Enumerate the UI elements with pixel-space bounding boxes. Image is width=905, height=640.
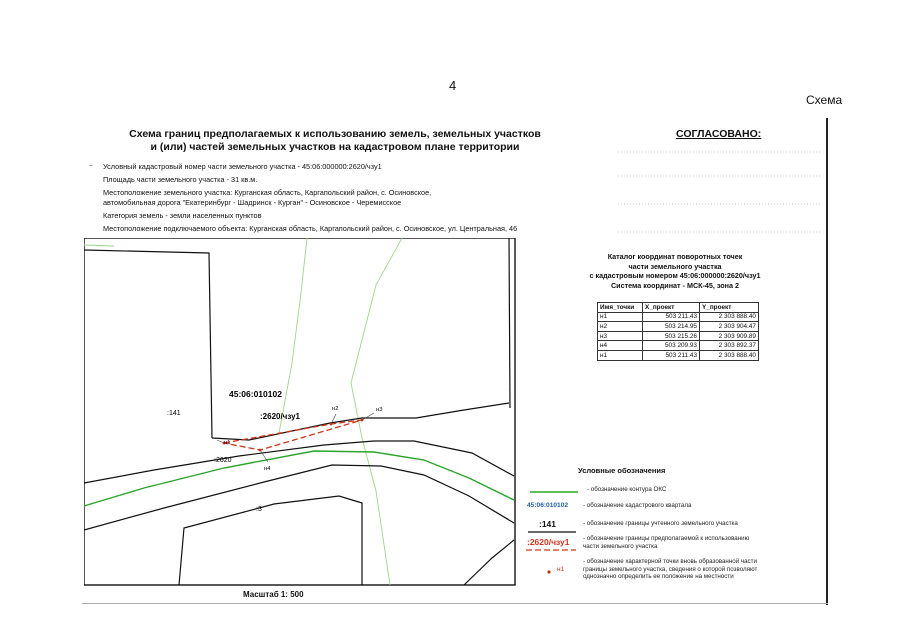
location-line-1: Местоположение земельного участка: Курганская область, Каргапольский район, с. Осиновское,	[103, 188, 432, 197]
approval-lines	[612, 148, 826, 238]
bullet-mark: –	[89, 162, 93, 169]
plot-label: :2620/чзу1	[260, 412, 301, 421]
point-n3-marker	[361, 419, 364, 422]
point-n3-label: н3	[376, 407, 383, 413]
point-name-cell: н1	[598, 312, 643, 322]
parcel-3-label: :3	[256, 506, 262, 513]
scheme-title-line2: и (или) частей земельных участков на кадастровом плане территории	[150, 141, 520, 153]
coordinates-table	[597, 302, 759, 361]
category-line: Категория земель - земли населенных пунктов	[103, 211, 262, 220]
y-cell: 2 303 892.37	[700, 341, 759, 351]
document-label: Схема	[806, 93, 843, 107]
table-row	[598, 322, 759, 332]
table-row	[598, 331, 759, 341]
y-cell: 2 303 909.89	[700, 331, 759, 341]
sheet-border	[826, 118, 828, 605]
cadastral-map	[84, 238, 516, 586]
point-name-cell: н2	[598, 322, 643, 332]
legend-quarter-sample: 45:06:010102	[527, 502, 569, 509]
catalog-title-2: части земельного участка	[628, 261, 722, 271]
legend-point-marker	[545, 568, 553, 576]
cadastral-number-line: Условный кадастровый номер части земельного участка - 45:06:000000:2620/чзу1	[103, 162, 382, 171]
legend-parcel-text: - обозначение границы учтенного земельного участка	[583, 520, 738, 527]
parcel-2620-label: :2620	[214, 457, 232, 464]
legend-oks-text: - обозначение контура ОКС	[587, 486, 667, 493]
y-cell: 2 303 888.40	[700, 312, 759, 322]
scheme-title-line1: Схема границ предполагаемых к использованию земель, земельных участков	[129, 128, 541, 140]
point-name-cell: н1	[598, 350, 643, 360]
table-row	[598, 350, 759, 360]
column-header: X_проект	[643, 303, 700, 313]
sheet-border-bottom	[82, 603, 828, 604]
legend-quarter-text: - обозначение кадастрового квартала	[583, 502, 692, 509]
point-n2-marker	[330, 423, 333, 426]
legend-part-text	[583, 535, 749, 550]
legend-point-text-1: - обозначение характерной точки вновь образованной части	[583, 558, 757, 565]
catalog-title-3: с кадастровым номером 45:06:000000:2620/чзу1	[589, 271, 761, 280]
legend-title: Условные обозначения	[578, 466, 666, 475]
table-header-row	[598, 303, 759, 313]
table-row	[598, 341, 759, 351]
point-n4-label: н4	[264, 466, 271, 472]
point-n2-label: н2	[332, 406, 339, 412]
scheme-title	[95, 128, 575, 154]
column-header: Y_проект	[700, 303, 759, 313]
legend-point-sample: н1	[557, 566, 565, 573]
area-line: Площадь части земельного участка - 31 кв.м.	[103, 175, 258, 184]
approval-label: СОГЛАСОВАНО:	[676, 128, 762, 140]
x-cell: 503 214.95	[643, 322, 700, 332]
location-line-2: автомобильная дорога "Екатеринбург - Шадринск - Курган" - Осиновское - Черемисское	[103, 198, 402, 207]
point-name-cell: н3	[598, 331, 643, 341]
x-cell: 503 215.26	[643, 331, 700, 341]
legend-part-sample: :2620/чзу1	[527, 537, 570, 547]
scale-label: Масштаб 1: 500	[243, 590, 304, 599]
quarter-number: 45:06:010102	[229, 389, 282, 399]
point-n1-label: н1	[224, 440, 231, 446]
legend-point-text	[583, 558, 757, 581]
legend-part-line	[526, 548, 578, 552]
catalog-title-4: Система координат - МСК-45, зона 2	[610, 280, 740, 290]
x-cell: 503 211.43	[643, 312, 700, 322]
legend-parcel-line	[528, 530, 578, 534]
catalog-title-1: Каталог координат поворотных точек	[607, 252, 743, 261]
legend-part-text-1: - обозначение границы предполагаемой к использованию	[583, 535, 750, 542]
object-location-line: Местоположение подключаемого объекта: Курганская область, Каргапольский район, с. Осиновское, ул. Центральная, 46	[103, 224, 518, 233]
catalog-title	[560, 252, 790, 290]
legend-point-text-2: границы земельного участка, сведения о которой позволяют	[583, 565, 758, 573]
point-name-cell: н4	[598, 341, 643, 351]
page-number: 4	[449, 78, 457, 93]
point-n4-marker	[259, 449, 262, 452]
y-cell: 2 303 904.47	[700, 322, 759, 332]
y-cell: 2 303 888.40	[700, 350, 759, 360]
legend-point-text-3: однозначно определить ее положение на местности	[583, 573, 734, 580]
legend-oks-symbol	[530, 488, 580, 496]
legend-part-text-2: части земельного участка	[583, 542, 658, 550]
parcel-141-label: :141	[167, 410, 181, 417]
column-header: Имя_точки	[598, 303, 643, 313]
x-cell: 503 209.93	[643, 341, 700, 351]
x-cell: 503 211.43	[643, 350, 700, 360]
legend-parcel-sample: :141	[539, 519, 557, 529]
table-row	[598, 312, 759, 322]
